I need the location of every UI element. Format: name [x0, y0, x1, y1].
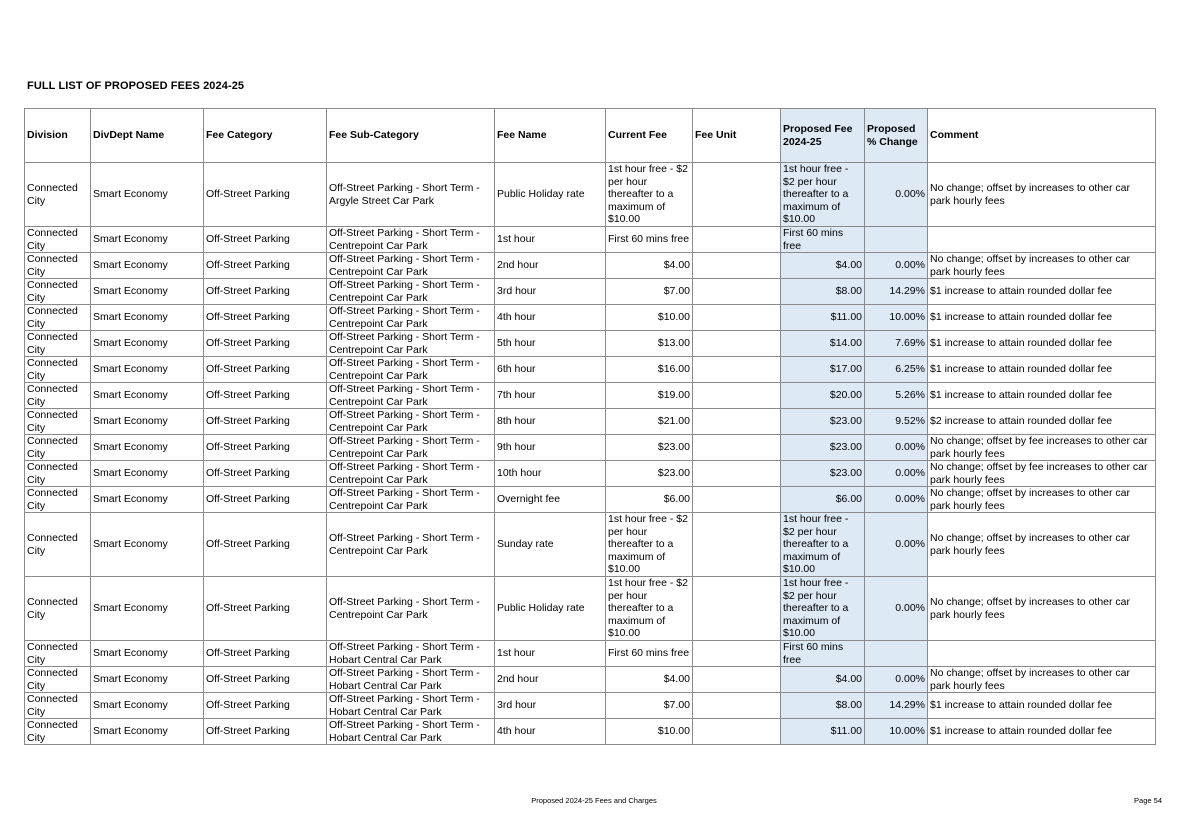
cell-fee-name: Overnight fee: [495, 487, 606, 513]
cell-divdept-name: Smart Economy: [91, 461, 204, 487]
col-divdept-name: DivDept Name: [91, 109, 204, 163]
cell-comment: $1 increase to attain rounded dollar fee: [928, 719, 1156, 745]
cell-proposed-fee: $8.00: [781, 279, 865, 305]
cell-current-fee: $23.00: [606, 435, 693, 461]
cell-fee-unit: [693, 667, 781, 693]
cell-fee-unit: [693, 227, 781, 253]
cell-current-fee: $6.00: [606, 487, 693, 513]
cell-division: Connected City: [25, 227, 91, 253]
cell-fee-sub-category: Off-Street Parking - Short Term - Hobart Central Car Park: [327, 719, 495, 745]
cell-proposed-fee: First 60 mins free: [781, 641, 865, 667]
table-row: [25, 577, 1156, 641]
cell-current-fee: $19.00: [606, 383, 693, 409]
cell-proposed-change: 0.00%: [865, 487, 928, 513]
cell-fee-unit: [693, 409, 781, 435]
cell-proposed-change: 14.29%: [865, 693, 928, 719]
cell-fee-sub-category: Off-Street Parking - Short Term - Hobart Central Car Park: [327, 667, 495, 693]
cell-comment: $1 increase to attain rounded dollar fee: [928, 693, 1156, 719]
cell-division: Connected City: [25, 331, 91, 357]
cell-fee-unit: [693, 383, 781, 409]
cell-proposed-change: 0.00%: [865, 577, 928, 641]
cell-proposed-change: 0.00%: [865, 513, 928, 577]
cell-fee-name: 6th hour: [495, 357, 606, 383]
cell-current-fee: $16.00: [606, 357, 693, 383]
col-fee-category: Fee Category: [204, 109, 327, 163]
cell-division: Connected City: [25, 253, 91, 279]
cell-comment: $1 increase to attain rounded dollar fee: [928, 383, 1156, 409]
cell-current-fee: $10.00: [606, 305, 693, 331]
cell-proposed-fee: $14.00: [781, 331, 865, 357]
cell-fee-unit: [693, 357, 781, 383]
cell-fee-category: Off-Street Parking: [204, 487, 327, 513]
cell-fee-unit: [693, 305, 781, 331]
col-fee-unit: Fee Unit: [693, 109, 781, 163]
cell-fee-name: 10th hour: [495, 461, 606, 487]
cell-proposed-change: 0.00%: [865, 253, 928, 279]
cell-proposed-fee: $11.00: [781, 719, 865, 745]
cell-fee-sub-category: Off-Street Parking - Short Term - Centrepoint Car Park: [327, 305, 495, 331]
cell-proposed-change: 10.00%: [865, 305, 928, 331]
cell-fee-name: 9th hour: [495, 435, 606, 461]
cell-fee-name: 2nd hour: [495, 253, 606, 279]
cell-division: Connected City: [25, 357, 91, 383]
cell-division: Connected City: [25, 487, 91, 513]
cell-proposed-change: 0.00%: [865, 435, 928, 461]
cell-fee-sub-category: Off-Street Parking - Short Term - Centrepoint Car Park: [327, 279, 495, 305]
cell-division: Connected City: [25, 719, 91, 745]
cell-proposed-change: 7.69%: [865, 331, 928, 357]
cell-division: Connected City: [25, 435, 91, 461]
cell-fee-sub-category: Off-Street Parking - Short Term - Centrepoint Car Park: [327, 409, 495, 435]
table-row: [25, 305, 1156, 331]
cell-divdept-name: Smart Economy: [91, 383, 204, 409]
cell-current-fee: $4.00: [606, 253, 693, 279]
cell-fee-category: Off-Street Parking: [204, 305, 327, 331]
table-row: [25, 461, 1156, 487]
table-row: [25, 693, 1156, 719]
table-row: [25, 163, 1156, 227]
cell-fee-sub-category: Off-Street Parking - Short Term - Centrepoint Car Park: [327, 513, 495, 577]
cell-fee-unit: [693, 641, 781, 667]
page-title: FULL LIST OF PROPOSED FEES 2024-25: [27, 80, 245, 92]
fees-table-body: [25, 163, 1156, 745]
table-row: [25, 487, 1156, 513]
header-row: [25, 109, 1156, 163]
cell-fee-name: 2nd hour: [495, 667, 606, 693]
cell-divdept-name: Smart Economy: [91, 641, 204, 667]
cell-fee-category: Off-Street Parking: [204, 435, 327, 461]
table-row: [25, 383, 1156, 409]
cell-fee-name: 1st hour: [495, 227, 606, 253]
cell-fee-category: Off-Street Parking: [204, 357, 327, 383]
cell-comment: [928, 227, 1156, 253]
cell-current-fee: $7.00: [606, 279, 693, 305]
cell-proposed-fee: $6.00: [781, 487, 865, 513]
cell-division: Connected City: [25, 513, 91, 577]
cell-fee-category: Off-Street Parking: [204, 383, 327, 409]
cell-fee-sub-category: Off-Street Parking - Short Term - Centrepoint Car Park: [327, 253, 495, 279]
cell-fee-category: Off-Street Parking: [204, 667, 327, 693]
col-current-fee: Current Fee: [606, 109, 693, 163]
footer-document-title: Proposed 2024-25 Fees and Charges: [531, 796, 657, 805]
cell-proposed-fee: $23.00: [781, 435, 865, 461]
cell-fee-category: Off-Street Parking: [204, 577, 327, 641]
cell-divdept-name: Smart Economy: [91, 227, 204, 253]
cell-current-fee: $4.00: [606, 667, 693, 693]
cell-fee-category: Off-Street Parking: [204, 279, 327, 305]
cell-fee-name: Public Holiday rate: [495, 577, 606, 641]
cell-fee-unit: [693, 487, 781, 513]
table-row: [25, 719, 1156, 745]
cell-division: Connected City: [25, 279, 91, 305]
cell-fee-unit: [693, 461, 781, 487]
cell-comment: No change; offset by increases to other car park hourly fees: [928, 253, 1156, 279]
cell-divdept-name: Smart Economy: [91, 667, 204, 693]
col-proposed-fee: Proposed Fee 2024-25: [781, 109, 865, 163]
cell-comment: $2 increase to attain rounded dollar fee: [928, 409, 1156, 435]
cell-proposed-fee: 1st hour free - $2 per hour thereafter to a maximum of $10.00: [781, 163, 865, 227]
cell-fee-name: 7th hour: [495, 383, 606, 409]
cell-fee-category: Off-Street Parking: [204, 163, 327, 227]
col-comment: Comment: [928, 109, 1156, 163]
cell-divdept-name: Smart Economy: [91, 331, 204, 357]
cell-fee-unit: [693, 513, 781, 577]
cell-comment: No change; offset by increases to other car park hourly fees: [928, 163, 1156, 227]
cell-divdept-name: Smart Economy: [91, 513, 204, 577]
cell-fee-unit: [693, 279, 781, 305]
cell-divdept-name: Smart Economy: [91, 719, 204, 745]
cell-fee-name: 1st hour: [495, 641, 606, 667]
table-row: [25, 641, 1156, 667]
cell-proposed-fee: 1st hour free - $2 per hour thereafter to a maximum of $10.00: [781, 513, 865, 577]
cell-fee-category: Off-Street Parking: [204, 461, 327, 487]
cell-proposed-change: 10.00%: [865, 719, 928, 745]
col-fee-name: Fee Name: [495, 109, 606, 163]
cell-divdept-name: Smart Economy: [91, 253, 204, 279]
col-proposed-change: Proposed % Change: [865, 109, 928, 163]
cell-fee-sub-category: Off-Street Parking - Short Term - Centrepoint Car Park: [327, 435, 495, 461]
cell-division: Connected City: [25, 305, 91, 331]
cell-fee-sub-category: Off-Street Parking - Short Term - Centrepoint Car Park: [327, 461, 495, 487]
cell-division: Connected City: [25, 667, 91, 693]
cell-divdept-name: Smart Economy: [91, 577, 204, 641]
table-row: [25, 253, 1156, 279]
cell-current-fee: $13.00: [606, 331, 693, 357]
cell-fee-sub-category: Off-Street Parking - Short Term - Argyle Street Car Park: [327, 163, 495, 227]
cell-current-fee: $23.00: [606, 461, 693, 487]
cell-fee-sub-category: Off-Street Parking - Short Term - Centrepoint Car Park: [327, 331, 495, 357]
footer-page-number: Page 54: [1134, 796, 1162, 805]
cell-fee-unit: [693, 693, 781, 719]
cell-fee-category: Off-Street Parking: [204, 719, 327, 745]
cell-fee-name: Sunday rate: [495, 513, 606, 577]
cell-fee-sub-category: Off-Street Parking - Short Term - Hobart Central Car Park: [327, 641, 495, 667]
cell-division: Connected City: [25, 409, 91, 435]
cell-proposed-fee: $20.00: [781, 383, 865, 409]
cell-comment: No change; offset by increases to other car park hourly fees: [928, 667, 1156, 693]
cell-fee-category: Off-Street Parking: [204, 227, 327, 253]
table-row: [25, 667, 1156, 693]
cell-comment: [928, 641, 1156, 667]
cell-fee-category: Off-Street Parking: [204, 641, 327, 667]
cell-fee-unit: [693, 577, 781, 641]
table-row: [25, 227, 1156, 253]
col-fee-sub-category: Fee Sub-Category: [327, 109, 495, 163]
cell-proposed-fee: $23.00: [781, 409, 865, 435]
cell-division: Connected City: [25, 577, 91, 641]
cell-divdept-name: Smart Economy: [91, 693, 204, 719]
cell-fee-category: Off-Street Parking: [204, 693, 327, 719]
table-row: [25, 279, 1156, 305]
cell-divdept-name: Smart Economy: [91, 409, 204, 435]
cell-fee-unit: [693, 253, 781, 279]
cell-fee-name: 3rd hour: [495, 693, 606, 719]
cell-fee-name: 4th hour: [495, 305, 606, 331]
cell-fee-category: Off-Street Parking: [204, 513, 327, 577]
cell-fee-name: 3rd hour: [495, 279, 606, 305]
cell-proposed-fee: $4.00: [781, 253, 865, 279]
cell-comment: No change; offset by increases to other car park hourly fees: [928, 577, 1156, 641]
fees-table: [24, 108, 1156, 745]
cell-divdept-name: Smart Economy: [91, 435, 204, 461]
cell-proposed-fee: First 60 mins free: [781, 227, 865, 253]
cell-proposed-fee: $23.00: [781, 461, 865, 487]
cell-fee-sub-category: Off-Street Parking - Short Term - Centrepoint Car Park: [327, 577, 495, 641]
table-row: [25, 513, 1156, 577]
cell-divdept-name: Smart Economy: [91, 279, 204, 305]
cell-proposed-change: 0.00%: [865, 163, 928, 227]
cell-divdept-name: Smart Economy: [91, 305, 204, 331]
cell-comment: No change; offset by fee increases to other car park hourly fees: [928, 435, 1156, 461]
cell-division: Connected City: [25, 693, 91, 719]
cell-proposed-fee: $4.00: [781, 667, 865, 693]
cell-current-fee: $10.00: [606, 719, 693, 745]
cell-current-fee: $7.00: [606, 693, 693, 719]
cell-fee-category: Off-Street Parking: [204, 253, 327, 279]
cell-divdept-name: Smart Economy: [91, 163, 204, 227]
cell-fee-category: Off-Street Parking: [204, 331, 327, 357]
cell-fee-unit: [693, 331, 781, 357]
cell-proposed-change: 6.25%: [865, 357, 928, 383]
cell-fee-name: 8th hour: [495, 409, 606, 435]
cell-current-fee: First 60 mins free: [606, 227, 693, 253]
cell-fee-sub-category: Off-Street Parking - Short Term - Centrepoint Car Park: [327, 487, 495, 513]
table-row: [25, 409, 1156, 435]
cell-division: Connected City: [25, 383, 91, 409]
col-division: Division: [25, 109, 91, 163]
cell-fee-category: Off-Street Parking: [204, 409, 327, 435]
cell-division: Connected City: [25, 641, 91, 667]
cell-current-fee: $21.00: [606, 409, 693, 435]
cell-current-fee: 1st hour free - $2 per hour thereafter to a maximum of $10.00: [606, 577, 693, 641]
table-row: [25, 357, 1156, 383]
cell-proposed-change: 0.00%: [865, 461, 928, 487]
cell-fee-sub-category: Off-Street Parking - Short Term - Centrepoint Car Park: [327, 227, 495, 253]
cell-divdept-name: Smart Economy: [91, 487, 204, 513]
cell-fee-name: 4th hour: [495, 719, 606, 745]
cell-division: Connected City: [25, 163, 91, 227]
cell-proposed-change: [865, 641, 928, 667]
cell-comment: No change; offset by increases to other car park hourly fees: [928, 487, 1156, 513]
cell-division: Connected City: [25, 461, 91, 487]
cell-comment: No change; offset by increases to other car park hourly fees: [928, 513, 1156, 577]
cell-proposed-change: 14.29%: [865, 279, 928, 305]
cell-fee-unit: [693, 435, 781, 461]
cell-proposed-change: 0.00%: [865, 667, 928, 693]
cell-proposed-fee: $11.00: [781, 305, 865, 331]
cell-fee-sub-category: Off-Street Parking - Short Term - Hobart Central Car Park: [327, 693, 495, 719]
cell-fee-name: Public Holiday rate: [495, 163, 606, 227]
cell-fee-sub-category: Off-Street Parking - Short Term - Centrepoint Car Park: [327, 383, 495, 409]
table-row: [25, 435, 1156, 461]
cell-fee-name: 5th hour: [495, 331, 606, 357]
cell-fee-unit: [693, 719, 781, 745]
cell-comment: No change; offset by fee increases to other car park hourly fees: [928, 461, 1156, 487]
cell-proposed-fee: $17.00: [781, 357, 865, 383]
cell-comment: $1 increase to attain rounded dollar fee: [928, 305, 1156, 331]
cell-comment: $1 increase to attain rounded dollar fee: [928, 279, 1156, 305]
cell-current-fee: 1st hour free - $2 per hour thereafter to a maximum of $10.00: [606, 513, 693, 577]
cell-proposed-change: [865, 227, 928, 253]
cell-proposed-change: 9.52%: [865, 409, 928, 435]
cell-divdept-name: Smart Economy: [91, 357, 204, 383]
cell-current-fee: 1st hour free - $2 per hour thereafter to a maximum of $10.00: [606, 163, 693, 227]
cell-proposed-fee: $8.00: [781, 693, 865, 719]
cell-current-fee: First 60 mins free: [606, 641, 693, 667]
cell-fee-unit: [693, 163, 781, 227]
cell-fee-sub-category: Off-Street Parking - Short Term - Centrepoint Car Park: [327, 357, 495, 383]
cell-proposed-change: 5.26%: [865, 383, 928, 409]
cell-proposed-fee: 1st hour free - $2 per hour thereafter to a maximum of $10.00: [781, 577, 865, 641]
cell-comment: $1 increase to attain rounded dollar fee: [928, 357, 1156, 383]
cell-comment: $1 increase to attain rounded dollar fee: [928, 331, 1156, 357]
table-row: [25, 331, 1156, 357]
